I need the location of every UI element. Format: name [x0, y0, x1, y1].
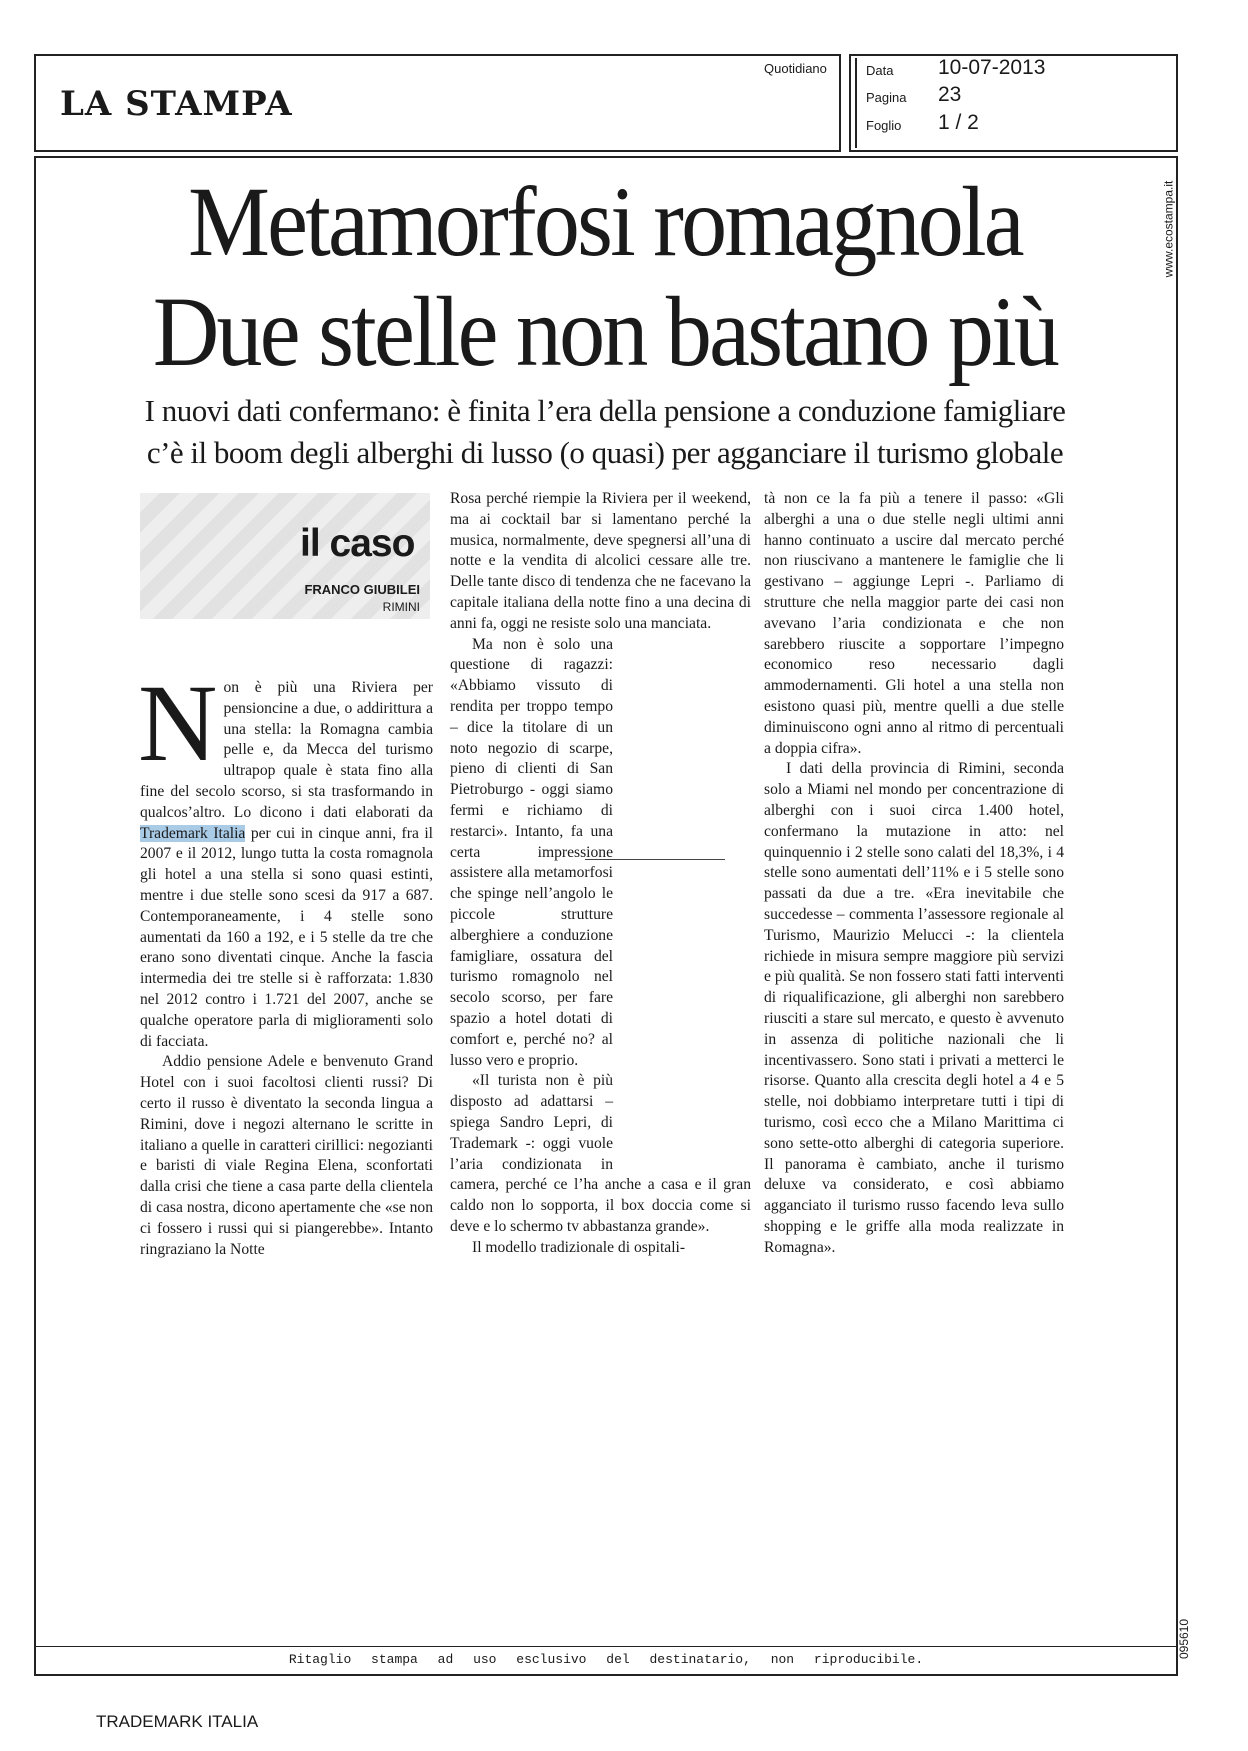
- paragraph-text: on è più una Riviera per pensioncine a due, o addirittura a una stella: la Romagna cambia pelle e, da Mecca del turismo ultrapop quale è stata fino alla fine del secolo scorso, si sta trasformando in qualcos’altro. Lo dicono i dati elaborati da: [140, 679, 433, 821]
- article-column-2: [450, 489, 751, 1258]
- date-label: Data: [866, 63, 894, 78]
- section-label: il caso: [300, 522, 415, 565]
- column-divider-rule: [585, 859, 725, 860]
- client-label: TRADEMARK ITALIA: [96, 1712, 259, 1731]
- page-value: 23: [938, 83, 962, 106]
- dateline-place: RIMINI: [382, 600, 420, 614]
- side-code-text: 095610: [1177, 1618, 1192, 1660]
- sheet-label: Foglio: [866, 118, 902, 133]
- side-url: [1161, 160, 1194, 300]
- page-label: Pagina: [866, 90, 907, 105]
- article-column-3: [764, 489, 1064, 1258]
- date-value: 10-07-2013: [938, 56, 1046, 79]
- side-url-text: www.ecostampa.it: [1161, 180, 1176, 278]
- subheadline-line-1: I nuovi dati confermano: è finita l’era della pensione a conduzione famigliare: [144, 393, 1066, 428]
- author-name: FRANCO GIUBILEI: [304, 582, 420, 597]
- paragraph: [138, 662, 434, 1052]
- paragraph-group: [450, 635, 751, 1259]
- paragraph-text: per cui in cinque anni, fra il 2007 e il 2012, lungo tutta la costa romagnola gli hotel a una stella si sono quasi estinti, mentre i due stelle sono scesi da 917 a 687. Contemporaneamente, i 4 stelle sono aumentati da 160 a 192, e i 5 stelle da tre che erano sono diventati cinque. Anche la fascia intermedia dei tre stelle si è rafforzata: 1.830 nel 2012 contro i 1.721 del 2007, anche se qualche operatore parla di miglioramenti solo di facciata.: [140, 824, 434, 1050]
- highlighted-company-name: Trademark Italia: [140, 824, 246, 842]
- footer-rule: [34, 1646, 1178, 1647]
- side-code: [1178, 1610, 1194, 1670]
- subheadline-line-2: c’è il boom degli alberghi di lusso (o quasi) per agganciare il turismo globale: [146, 435, 1064, 470]
- paragraph: Rosa perché riempie la Riviera per il weekend, ma ai cocktail bar si lamentano perché la musica, normalmente, deve spegnersi all’una di notte e la vendita di alcolici cessare alle tre. Delle tante disco di tendenza che ne facevano la capitale italiana della notte fino a una decina di anni fa, oggi ne resiste solo una manciata.: [450, 490, 751, 632]
- paragraph: Il modello tradizionale di ospitali-: [472, 1238, 686, 1256]
- newspaper-logo: LA STAMPA: [60, 84, 293, 124]
- headline-line-1: Metamorfosi romagnola: [188, 166, 1022, 277]
- article-column-1: [138, 662, 434, 1260]
- paragraph: tà non ce la fa più a tenere il passo: «Gli alberghi a una o due stelle negli ultimi anni hanno continuato a uscire dal mercato perché non riuscivano a mantenere le famiglie che li gestivano – aggiunge Lepri -. Parliamo di strutture che nella maggior parte dei casi non avevano l’aria condizionata e che non sarebbero riuscite a sopportare l’impegno economico reso necessario dagli ammodernamenti. Gli hotel a una stella non esistono quasi più, mentre quelli a due stelle diminuiscono ogni anno al ritmo di percentuali a doppia cifra».: [764, 490, 1064, 757]
- drop-cap: N: [138, 662, 218, 784]
- paragraph: I dati della provincia di Rimini, seconda solo a Miami nel mondo per concentrazione di alberghi con i suoi circa 1.400 hotel, confermano la mutazione in atto: nel quinquennio i 2 stelle sono calati del 18,3%, i 4 stelle sono aumentati dell’11% e i 5 stelle sono passati da due a tre. «Era inevitabile che succedesse – commenta l’assessore regionale al Turismo, Maurizio Melucci -: la clientela richiede in misura sempre maggiore più servizi e più qualità. Se non fossero stati fatti interventi di riqualificazione, gli alberghi non sarebbero riusciti a stare sul mercato, e questo è avvenuto in assenza di politiche nazionali che li incentivassero. Sono stati i privati a metterci le risorse. Quanto alla crescita degli hotel a 4 e 5 stelle, noi dobbiamo interpretare tutti i tipi di turismo, così ecco che a Milano Marittima ci sono sette-otto alberghi di categoria superiore. Il panorama è cambiato, anche il turismo deluxe va considerato, e così abbiamo agganciato il turismo russo facendo leva sullo shopping e le griffe alla moda realizzate in Romagna».: [764, 760, 1064, 1256]
- column-gap: [621, 635, 751, 1155]
- paragraph: «Il turista non è più disposto ad adattarsi – spiega Sandro Lepri, di Trademark -: oggi vuole l’aria condizionata in camera, perché ce l’ha anche a casa e il gran caldo non lo sopporta, il box doccia come si deve e lo schermo tv abbastanza grande».: [450, 1072, 751, 1235]
- headline-line-2: Due stelle non bastano più: [152, 276, 1058, 387]
- sheet-value: 1 / 2: [938, 111, 979, 134]
- paragraph: Addio pensione Adele e benvenuto Grand Hotel con i suoi facoltosi clienti russi? Di certo il russo è diventato la seconda lingua a Rimini, dove i negozi alternano le scritte in italiano a quelle in caratteri cirillici: negozianti e baristi di viale Regina Elena, sconfortati dalla crisi che tiene a casa parte della clientela di casa nostra, dicono apertamente che «se non ci fossero i russi qui si piangerebbe». Intanto ringraziano la Notte: [140, 1053, 433, 1258]
- publication-type: Quotidiano: [764, 61, 827, 76]
- paragraph: Ma non è solo una questione di ragazzi: «Abbiamo vissuto di rendita per troppo tempo – dice la titolare di un noto negozio di scarpe, pieno di clienti di San Pietroburgo - oggi siamo fermi e richiamo di restarci». Intanto, fa una certa impressione assistere alla metamorfosi che spinge nell’angolo le piccole strutture alberghiere a conduzione famigliare, ossatura del turismo romagnolo nel secolo scorso, per fare spazio a hotel dotati di comfort e, perché no? al lusso vero e proprio.: [450, 635, 613, 1069]
- clipping-notice: Ritaglio stampa ad uso esclusivo del destinatario, non riproducibile.: [288, 1652, 924, 1667]
